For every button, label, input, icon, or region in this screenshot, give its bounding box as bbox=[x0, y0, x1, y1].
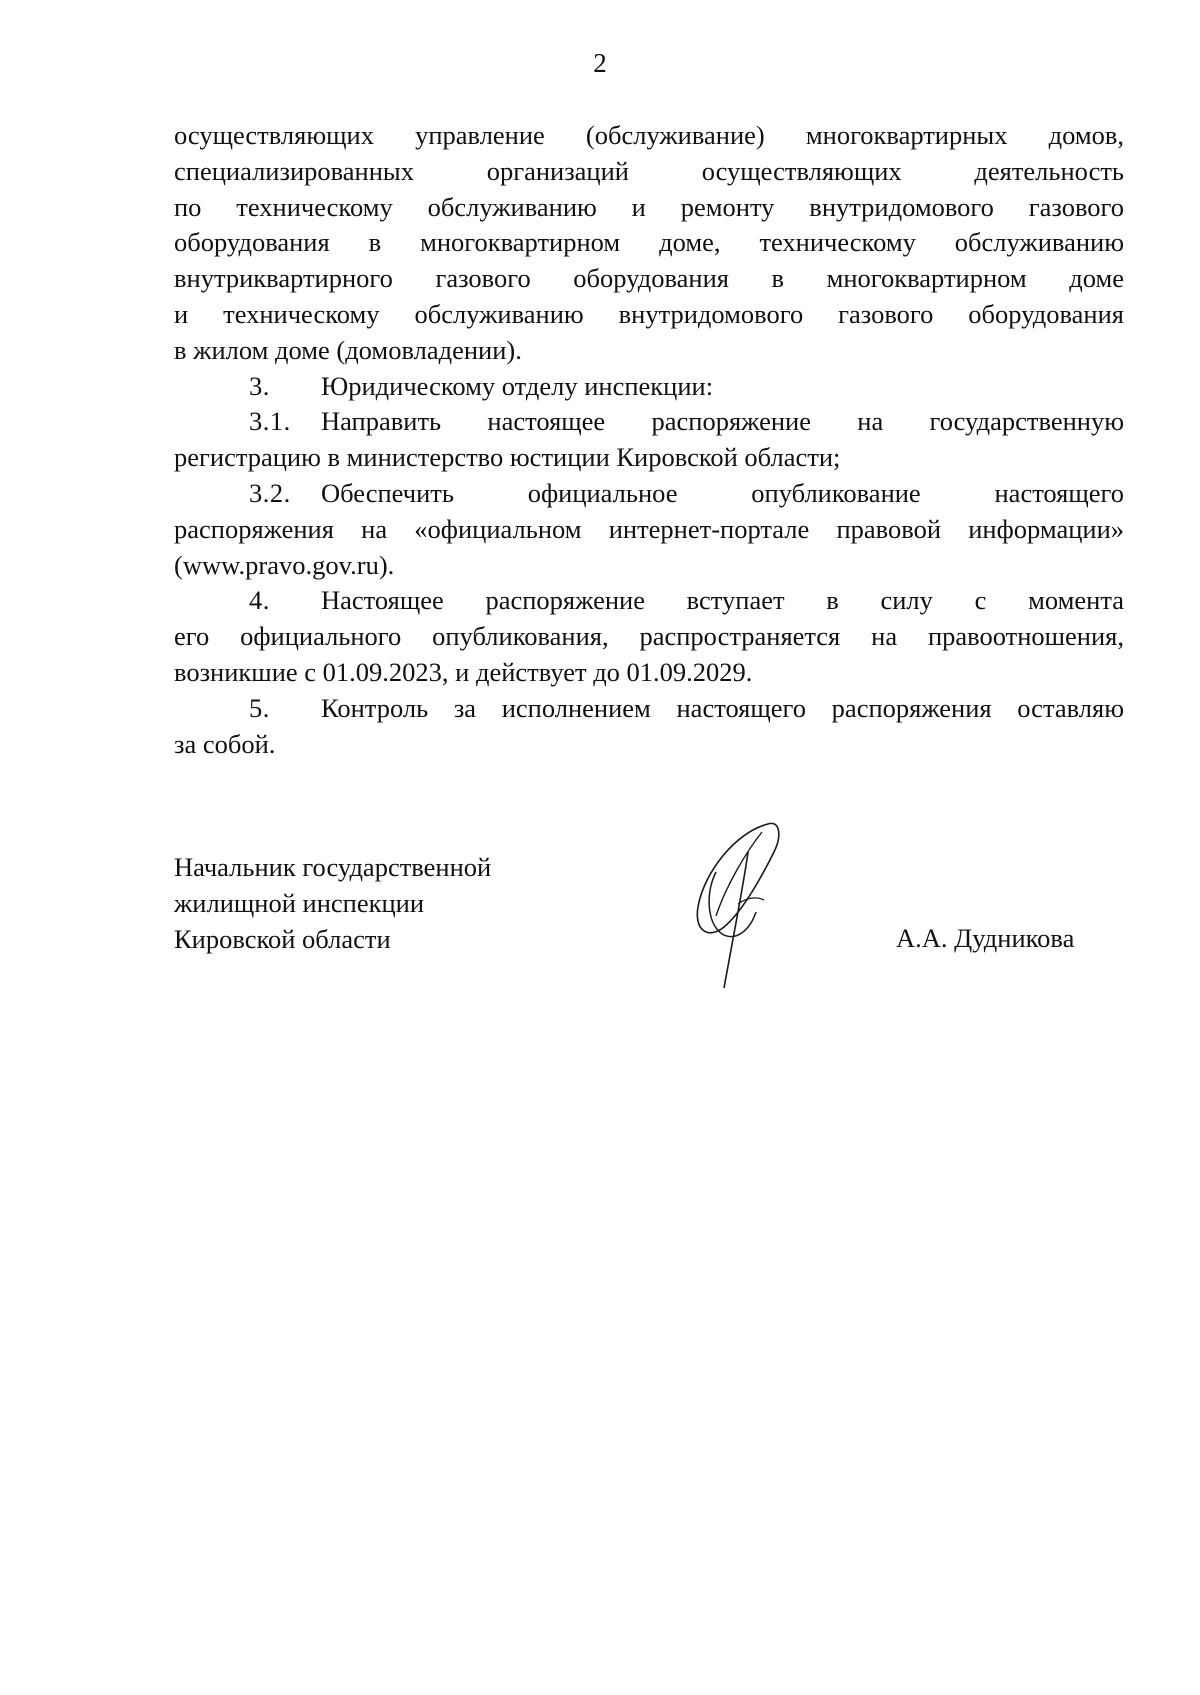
text-line: специализированных организаций осуществляющих деятельность bbox=[174, 155, 1124, 186]
item-text: Юридическому отделу инспекции: bbox=[321, 370, 714, 401]
signer-title-line: Начальник государственной bbox=[174, 852, 492, 882]
item-number: 3.1. bbox=[249, 406, 291, 437]
handwritten-signature bbox=[676, 812, 806, 992]
signer-title bbox=[174, 850, 491, 957]
signer-title-line: Кировской области bbox=[174, 923, 391, 954]
item-number: 3. bbox=[249, 370, 270, 401]
document-body bbox=[174, 118, 1124, 762]
item-number: 3.2. bbox=[249, 477, 291, 508]
text-line: (www.pravo.gov.ru). bbox=[174, 549, 395, 580]
text-line: и техническому обслуживанию внутридомового газового оборудования bbox=[174, 298, 1124, 329]
item-number: 4. bbox=[249, 585, 270, 616]
text-line: за собой. bbox=[174, 728, 276, 759]
page-number: 2 bbox=[593, 48, 607, 78]
text-line: оборудования в многоквартирном доме, техническому обслуживанию bbox=[174, 227, 1124, 258]
text-line: по техническому обслуживанию и ремонту внутридомового газового bbox=[174, 191, 1124, 222]
text-line: внутриквартирного газового оборудования в многоквартирном доме bbox=[174, 263, 1124, 294]
text-line: возникшие с 01.09.2023, и действует до 01.09.2029. bbox=[174, 656, 753, 687]
signer-title-line: жилищной инспекции bbox=[174, 887, 425, 918]
text-line: осуществляющих управление (обслуживание) многоквартирных домов, bbox=[174, 120, 1124, 150]
item-text: Контроль за исполнением настоящего распоряжения оставляю bbox=[321, 692, 1124, 723]
item-5 bbox=[174, 691, 1124, 727]
item-4 bbox=[174, 583, 1124, 619]
text-line: распоряжения на «официальном интернет-портале правовой информации» bbox=[174, 513, 1124, 544]
item-text: Настоящее распоряжение вступает в силу с момента bbox=[321, 585, 1124, 616]
item-3 bbox=[174, 369, 1124, 405]
signer-name: А.А. Дудникова bbox=[896, 923, 1075, 953]
item-3-2 bbox=[174, 476, 1124, 512]
item-3-1 bbox=[174, 404, 1124, 440]
text-line: в жилом доме (домовладении). bbox=[174, 334, 522, 365]
text-line: его официального опубликования, распространяется на правоотношения, bbox=[174, 621, 1124, 652]
item-number: 5. bbox=[249, 692, 270, 723]
text-line: регистрацию в министерство юстиции Кировской области; bbox=[174, 442, 841, 473]
item-text: Обеспечить официальное опубликование настоящего bbox=[321, 477, 1124, 508]
item-text: Направить настоящее распоряжение на государственную bbox=[321, 406, 1124, 437]
